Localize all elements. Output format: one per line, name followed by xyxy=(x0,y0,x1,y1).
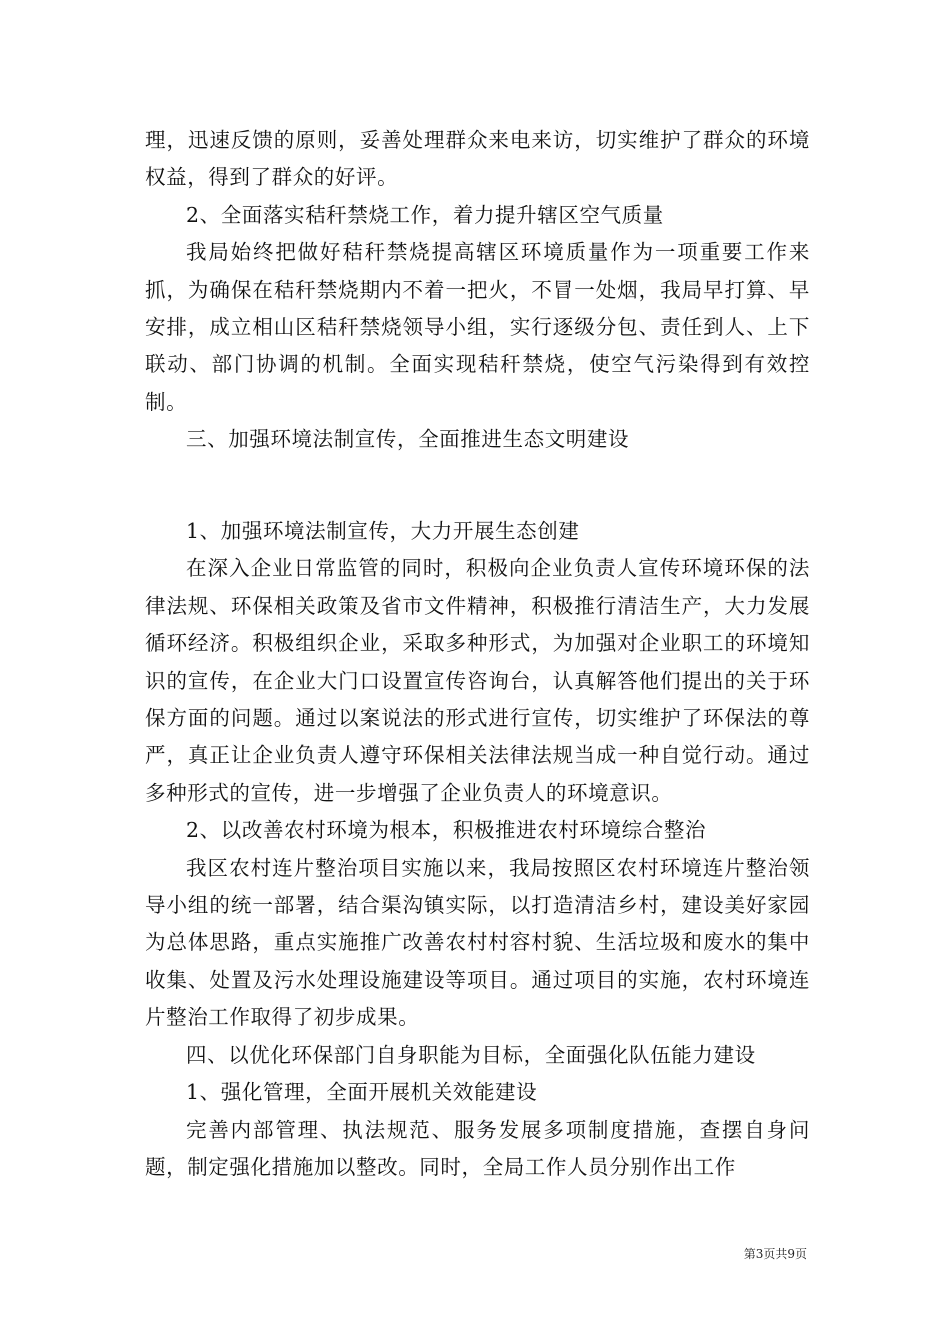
section-heading: 1、加强环境法制宣传，大力开展生态创建 xyxy=(186,519,580,543)
paragraph: 完善内部管理、执法规范、服务发展多项制度措施，查摆自身问题，制定强化措施加以整改。同时，全局工作人员分别作出工作 xyxy=(145,1117,810,1179)
section-heading: 四、以优化环保部门自身职能为目标，全面强化队伍能力建设 xyxy=(186,1042,756,1067)
paragraph: 我区农村连片整治项目实施以来，我局按照区农村环境连片整治领导小组的统一部署，结合渠沟镇实际，以打造清洁乡村，建设美好家园为总体思路，重点实施推广改善农村村容村貌、生活垃圾和废水的集中收集、处置及污水处理设施建设等项目。通过项目的实施，农村环境连片整治工作取得了初步成果。 xyxy=(145,855,810,1030)
paragraph: 理，迅速反馈的原则，妥善处理群众来电来访，切实维护了群众的环境权益，得到了群众的好评。 xyxy=(145,128,810,190)
paragraph: 我局始终把做好秸秆禁烧提高辖区环境质量作为一项重要工作来抓，为确保在秸秆禁烧期内不着一把火，不冒一处烟，我局早打算、早安排，成立相山区秸秆禁烧领导小组，实行逐级分包、责任到人、上下联动、部门协调的机制。全面实现秸秆禁烧，使空气污染得到有效控制。 xyxy=(145,240,810,414)
page-number-footer: 第3页共9页 xyxy=(743,1247,807,1261)
section-heading: 三、加强环境法制宣传，全面推进生态文明建设 xyxy=(186,427,630,452)
section-heading: 1、强化管理，全面开展机关效能建设 xyxy=(186,1080,538,1105)
paragraph: 在深入企业日常监管的同时，积极向企业负责人宣传环境环保的法律法规、环保相关政策及省市文件精神，积极推行清洁生产，大力发展循环经济。积极组织企业，采取多种形式，为加强对企业职工的环境知识的宣传，在企业大门口设置宣传咨询台，认真解答他们提出的关于环保方面的问题。通过以案说法的形式进行宣传，切实维护了环保法的尊严，真正让企业负责人遵守环保相关法律法规当成一种自觉行动。通过多种形式的宣传，进一步增强了企业负责人的环境意识。 xyxy=(145,556,810,805)
text-block-bottom xyxy=(145,513,810,1186)
section-heading: 2、以改善农村环境为根本，积极推进农村环境综合整治 xyxy=(186,818,707,843)
text-block-top xyxy=(145,122,810,459)
section-heading: 2、全面落实秸秆禁烧工作，着力提升辖区空气质量 xyxy=(186,202,664,227)
